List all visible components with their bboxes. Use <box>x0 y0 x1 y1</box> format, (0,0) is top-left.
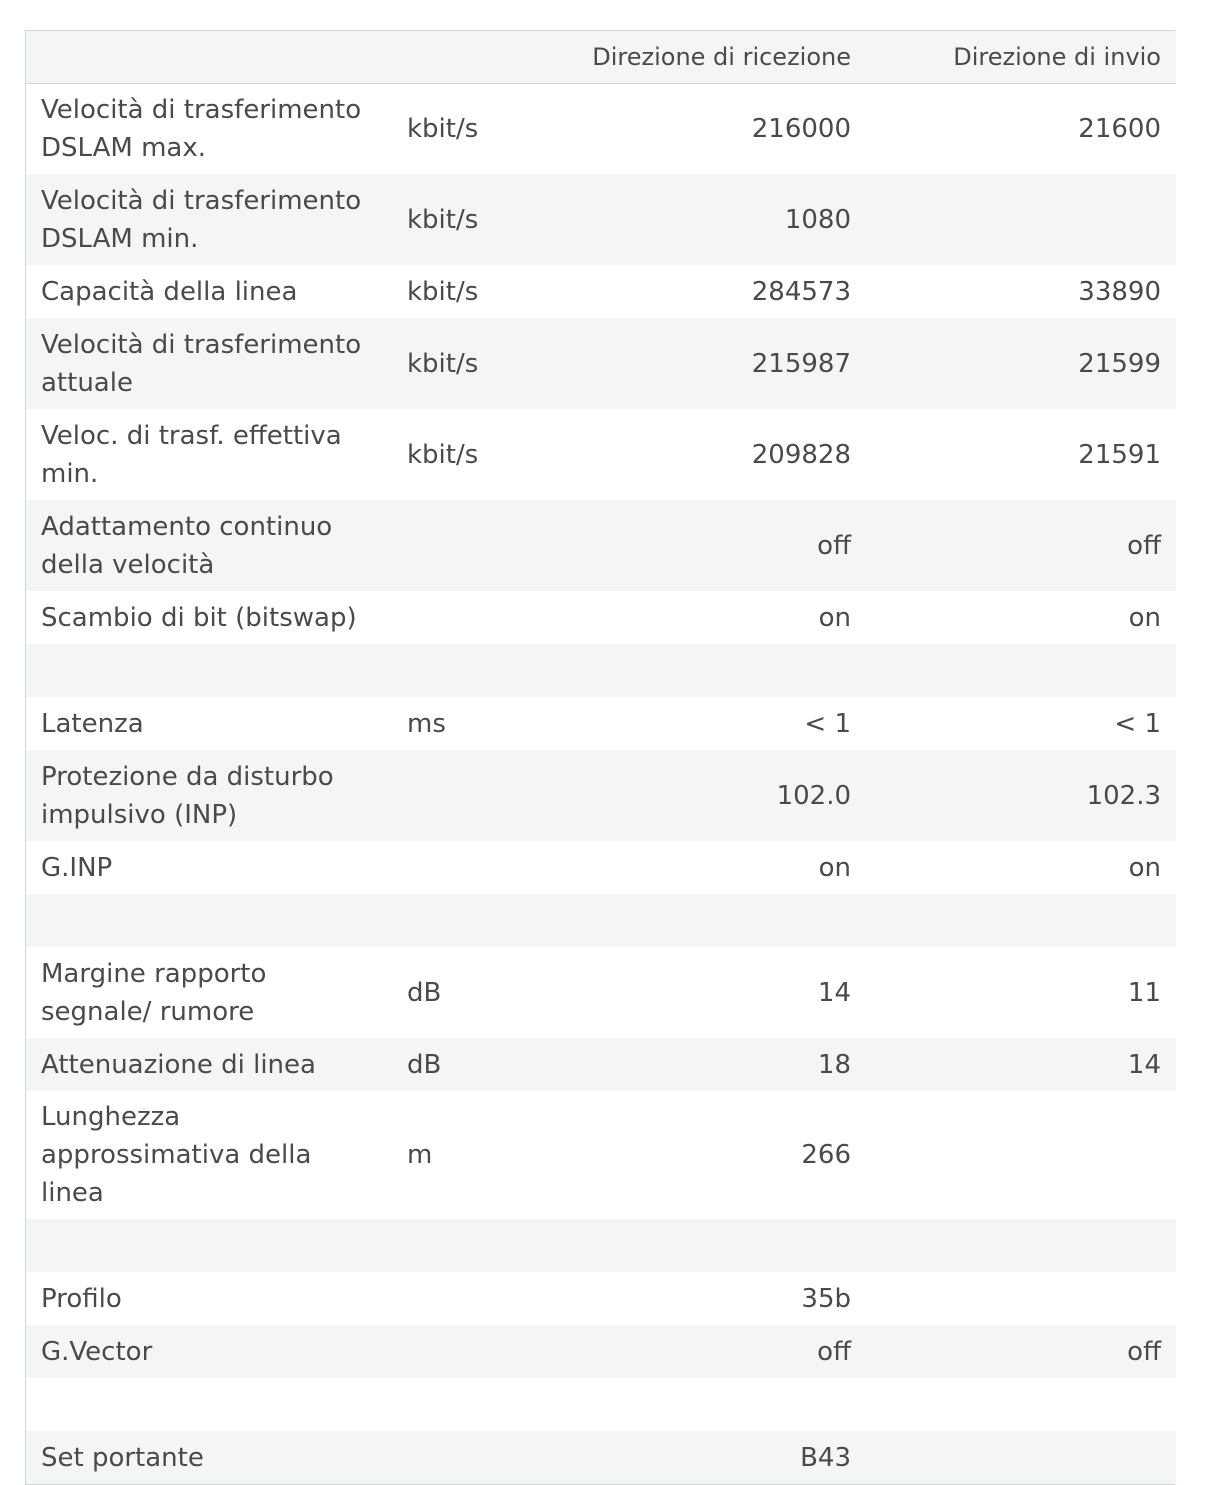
dsl-info-panel <box>25 30 1175 1485</box>
row-unit <box>397 591 511 644</box>
row-unit <box>397 1272 511 1325</box>
row-upstream-value: < 1 <box>1114 708 1161 739</box>
table-spacer-row <box>26 1219 1176 1272</box>
row-downstream-value: 216000 <box>751 113 851 144</box>
row-upstream-value: off <box>1127 1336 1161 1367</box>
row-unit <box>397 644 511 697</box>
row-label: Set portante <box>41 1442 204 1473</box>
table-row <box>26 174 1176 265</box>
row-unit <box>397 894 511 947</box>
row-label <box>26 1219 397 1272</box>
table-row <box>26 318 1176 409</box>
row-unit <box>397 1431 511 1484</box>
row-unit <box>397 1219 511 1272</box>
row-upstream-value <box>866 894 1176 947</box>
row-unit <box>397 841 511 894</box>
row-downstream-value <box>511 644 866 697</box>
row-upstream-value: off <box>1127 530 1161 561</box>
row-upstream-value <box>866 644 1176 697</box>
table-spacer-row <box>26 1378 1176 1431</box>
row-upstream-value <box>866 1272 1176 1325</box>
row-label: Velocità di trasferimento DSLAM min. <box>41 185 362 254</box>
table-row <box>26 591 1176 644</box>
row-upstream-value <box>866 1219 1176 1272</box>
table-row <box>26 1091 1176 1219</box>
row-downstream-value: 1080 <box>784 204 851 235</box>
row-downstream-value: 215987 <box>751 348 851 379</box>
row-upstream-value: 33890 <box>1078 276 1161 307</box>
row-label: Attenuazione di linea <box>41 1049 316 1080</box>
dsl-info-table <box>26 31 1176 1484</box>
row-label: Velocità di trasferimento DSLAM max. <box>41 94 362 163</box>
row-downstream-value: on <box>818 852 851 883</box>
row-unit: kbit/s <box>407 348 479 379</box>
row-label <box>26 1378 397 1431</box>
table-row <box>26 1431 1176 1484</box>
table-header-row <box>26 31 1176 83</box>
row-downstream-value: < 1 <box>804 708 851 739</box>
row-upstream-value: on <box>1128 602 1161 633</box>
row-unit: kbit/s <box>407 439 479 470</box>
row-label: Adattamento continuo della velocità <box>41 511 333 580</box>
row-label: Profilo <box>41 1283 122 1314</box>
table-row <box>26 265 1176 318</box>
row-downstream-value: off <box>817 530 851 561</box>
row-upstream-value: 102.3 <box>1086 780 1161 811</box>
row-unit: kbit/s <box>407 113 479 144</box>
row-unit: m <box>407 1140 433 1170</box>
row-unit: dB <box>407 977 442 1008</box>
row-upstream-value: 14 <box>1127 1049 1161 1080</box>
row-upstream-value: 11 <box>1127 977 1161 1008</box>
row-label: G.INP <box>41 852 113 883</box>
row-downstream-value: on <box>818 602 851 633</box>
row-upstream-value <box>866 174 1176 265</box>
header-upstream: Direzione di invio <box>953 42 1161 71</box>
header-empty-unit <box>397 31 511 83</box>
row-label: Velocità di trasferimento attuale <box>41 329 362 398</box>
row-label: Latenza <box>41 708 144 739</box>
row-label: Margine rapporto segnale/ rumore <box>41 958 267 1027</box>
table-row <box>26 1325 1176 1378</box>
table-row <box>26 947 1176 1038</box>
row-label: Protezione da disturbo impulsivo (INP) <box>41 761 334 830</box>
row-downstream-value: B43 <box>800 1442 851 1473</box>
row-downstream-value: 266 <box>801 1140 851 1170</box>
row-downstream-value <box>511 894 866 947</box>
table-spacer-row <box>26 894 1176 947</box>
row-unit: dB <box>407 1049 442 1080</box>
row-upstream-value: 21599 <box>1078 348 1161 379</box>
table-row <box>26 409 1176 500</box>
table-row <box>26 697 1176 750</box>
table-spacer-row <box>26 644 1176 697</box>
row-upstream-value: 21591 <box>1078 439 1161 470</box>
table-row <box>26 1038 1176 1091</box>
row-upstream-value <box>866 1091 1176 1219</box>
table-row <box>26 83 1176 174</box>
row-downstream-value: 102.0 <box>776 780 851 811</box>
row-upstream-value: on <box>1128 852 1161 883</box>
row-label: G.Vector <box>41 1336 153 1367</box>
table-row <box>26 841 1176 894</box>
row-unit <box>397 750 511 841</box>
row-upstream-value: 21600 <box>1078 113 1161 144</box>
header-empty-label <box>26 31 397 83</box>
row-unit: ms <box>407 708 446 739</box>
row-downstream-value <box>511 1378 866 1431</box>
row-unit: kbit/s <box>407 204 479 235</box>
row-label <box>26 644 397 697</box>
row-label: Scambio di bit (bitswap) <box>41 602 357 633</box>
row-unit <box>397 1378 511 1431</box>
row-upstream-value <box>866 1431 1176 1484</box>
row-unit: kbit/s <box>407 276 479 307</box>
row-unit <box>397 1325 511 1378</box>
row-downstream-value: 35b <box>801 1283 851 1314</box>
table-row <box>26 1272 1176 1325</box>
row-downstream-value: 209828 <box>751 439 851 470</box>
row-downstream-value <box>511 1219 866 1272</box>
row-upstream-value <box>866 1378 1176 1431</box>
table-row <box>26 500 1176 591</box>
row-downstream-value: 284573 <box>751 276 851 307</box>
row-downstream-value: 14 <box>817 977 851 1008</box>
header-downstream: Direzione di ricezione <box>592 42 851 71</box>
row-unit <box>397 500 511 591</box>
row-label <box>26 894 397 947</box>
table-row <box>26 750 1176 841</box>
row-label: Veloc. di trasf. effettiva min. <box>41 420 342 489</box>
row-downstream-value: 18 <box>817 1049 851 1080</box>
row-label: Lunghezza approssimativa della linea <box>41 1102 312 1208</box>
row-downstream-value: off <box>817 1336 851 1367</box>
row-label: Capacità della linea <box>41 276 298 307</box>
